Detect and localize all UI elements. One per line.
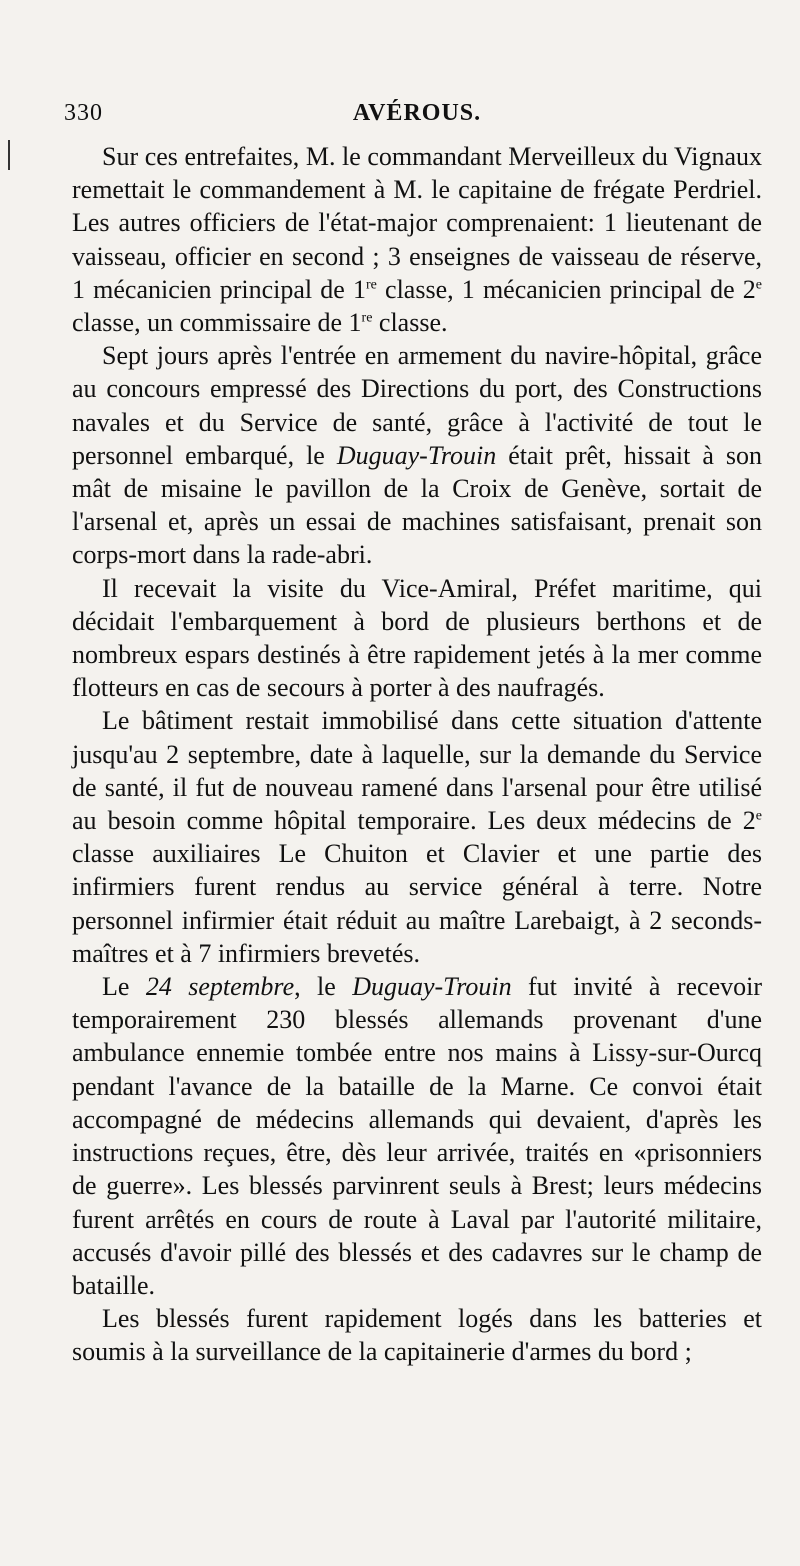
text-run: Le bâtiment restait immobilisé dans cette situation d'attente jusqu'au 2 septembre, date à laquelle, sur la demande du Service de santé, il fut de nouveau ramené dans l'arsenal pour être utilisé au besoin comme hôpital temporaire. Les deux médecins de 2 xyxy=(72,706,762,836)
text-run: Les blessés furent rapidement logés dans les batteries et soumis à la surveillance de la capitainerie d'armes du bord ; xyxy=(72,1304,762,1367)
text-run: Il recevait la visite du Vice-Amiral, Préfet maritime, qui décidait l'embarquement à bord de plusieurs berthons et de nombreux espars destinés à être rapidement jetés à la mer comme flotteurs en cas de secours à porter à des naufragés. xyxy=(72,573,762,703)
superscript: re xyxy=(365,277,377,293)
text-run: était prêt, hissait à son mât de misaine le pavillon de la Croix de Genève, sortait de l'arsenal et, après un essai de machines satisfaisant, prenait son corps-mort dans la rade-abri. xyxy=(72,440,762,570)
paragraph xyxy=(72,704,762,970)
paragraph xyxy=(72,339,762,571)
page-number: 330 xyxy=(64,100,103,126)
margin-mark xyxy=(8,140,10,170)
text-run: classe auxiliaires Le Chuiton et Clavier et une partie des infirmiers furent rendus au service général à terre. Notre personnel infirmier était réduit au maître Larebaigt, à 2 seconds-maîtres et à 7 infirmiers brevetés. xyxy=(72,839,762,968)
italic-text: Duguay-Trouin xyxy=(352,972,512,1002)
paragraph xyxy=(72,140,762,339)
superscript: re xyxy=(361,310,373,326)
text-run: Sept jours après l'entrée en armement du navire-hôpital, grâce au concours empressé des Directions du port, des Constructions navales et du Service de santé, grâce à l'activité de tout le personnel embarqué, le xyxy=(72,341,762,470)
paragraph xyxy=(72,1302,762,1368)
superscript: e xyxy=(755,808,762,824)
body-text xyxy=(72,140,762,1369)
text-run: classe, 1 mécanicien principal de 2 xyxy=(376,274,756,304)
paragraph xyxy=(72,970,762,1302)
italic-text: 24 septembre xyxy=(145,972,295,1002)
text-run: , le xyxy=(294,972,353,1002)
text-run: Le xyxy=(102,972,146,1002)
text-run: Sur ces entrefaites, M. le commandant Merveilleux du Vignaux remettait le commandement à M. le capitaine de frégate Perdriel. Les autres officiers de l'état-major comprenaient: 1 lieutenant de vaisseau, officier en second ; 3 enseignes de vaisseau de réserve, 1 mécanicien principal de 1 xyxy=(72,142,762,304)
header-title: AVÉROUS. xyxy=(352,100,482,126)
text-run: classe, un commissaire de 1 xyxy=(72,308,362,338)
italic-text: Duguay-Trouin xyxy=(336,440,497,470)
running-header xyxy=(64,100,762,140)
paragraph xyxy=(72,572,762,705)
text-run: classe. xyxy=(372,308,448,338)
text-run: fut invité à recevoir temporairement 230 blessés allemands provenant d'une ambulance ennemie tombée entre nos mains à Lissy-sur-Ourcq pendant l'avance de la bataille de la Marne. Ce convoi était accompagné de médecins allemands qui devaient, d'après les instructions reçues, être, dès leur arrivée, traités en «prisonniers de guerre». Les blessés parvinrent seuls à Brest; leurs médecins furent arrêtés en cours de route à Laval par l'autorité militaire, accusés d'avoir pillé des blessés et des cadavres sur le champ de bataille. xyxy=(72,972,762,1300)
book-page xyxy=(0,100,800,1566)
superscript: e xyxy=(755,277,762,293)
